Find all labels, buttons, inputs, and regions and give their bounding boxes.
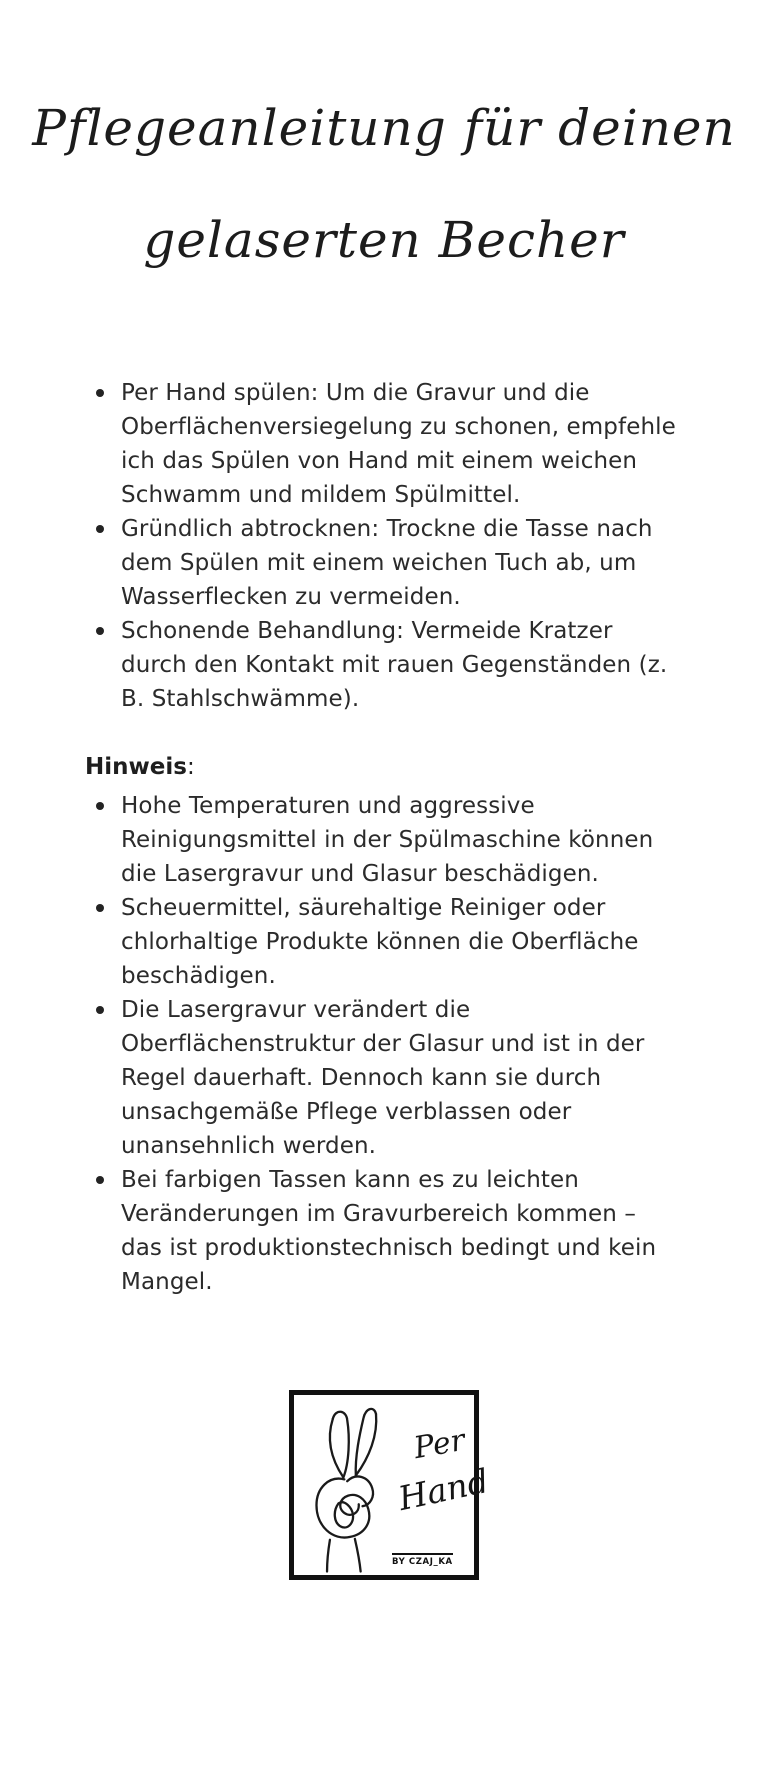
care-instruction-list (94, 376, 678, 716)
brand-logo (289, 1390, 492, 1580)
care-list-item: Gründlich abtrocknen: Trockne die Tasse nach dem Spülen mit einem weichen Tuch ab, um Wasserflecken zu vermeiden. (94, 512, 678, 614)
logo-script-per: Per (411, 1422, 468, 1467)
logo-script-hand: Hand (394, 1460, 492, 1519)
page-title (0, 0, 768, 296)
peace-hand-icon (304, 1399, 400, 1575)
title-line-1: Pflegeanleitung für deinen (32, 99, 736, 157)
note-list-item: Die Lasergravur verändert die Oberflächenstruktur der Glasur und ist in der Regel dauerhaft. Dennoch kann sie durch unsachgemäße Pflege verblassen oder unansehnlich werden. (94, 993, 678, 1163)
note-list-item: Hohe Temperaturen und aggressive Reinigungsmittel in der Spülmaschine können die Lasergravur und Glasur beschädigen. (94, 789, 678, 891)
logo-wordmark (392, 1395, 492, 1575)
care-list-item: Schonende Behandlung: Vermeide Kratzer durch den Kontakt mit rauen Gegenständen (z. B. Stahlschwämme). (94, 614, 678, 716)
note-list (94, 789, 678, 1299)
title-line-2: gelaserten Becher (143, 211, 625, 269)
care-list-item: Per Hand spülen: Um die Gravur und die Oberflächenversiegelung zu schonen, empfehle ich das Spülen von Hand mit einem weichen Schwamm und mildem Spülmittel. (94, 376, 678, 512)
note-heading-colon: : (186, 754, 195, 780)
note-list-item: Bei farbigen Tassen kann es zu leichten Veränderungen im Gravurbereich kommen – das ist produktionstechnisch bedingt und kein Mangel. (94, 1163, 678, 1299)
note-list-item: Scheuermittel, säurehaltige Reiniger oder chlorhaltige Produkte können die Oberfläche beschädigen. (94, 891, 678, 993)
logo-byline: BY CZAJ_KA (392, 1553, 453, 1567)
note-heading (85, 750, 768, 784)
note-heading-label: Hinweis (85, 754, 187, 780)
